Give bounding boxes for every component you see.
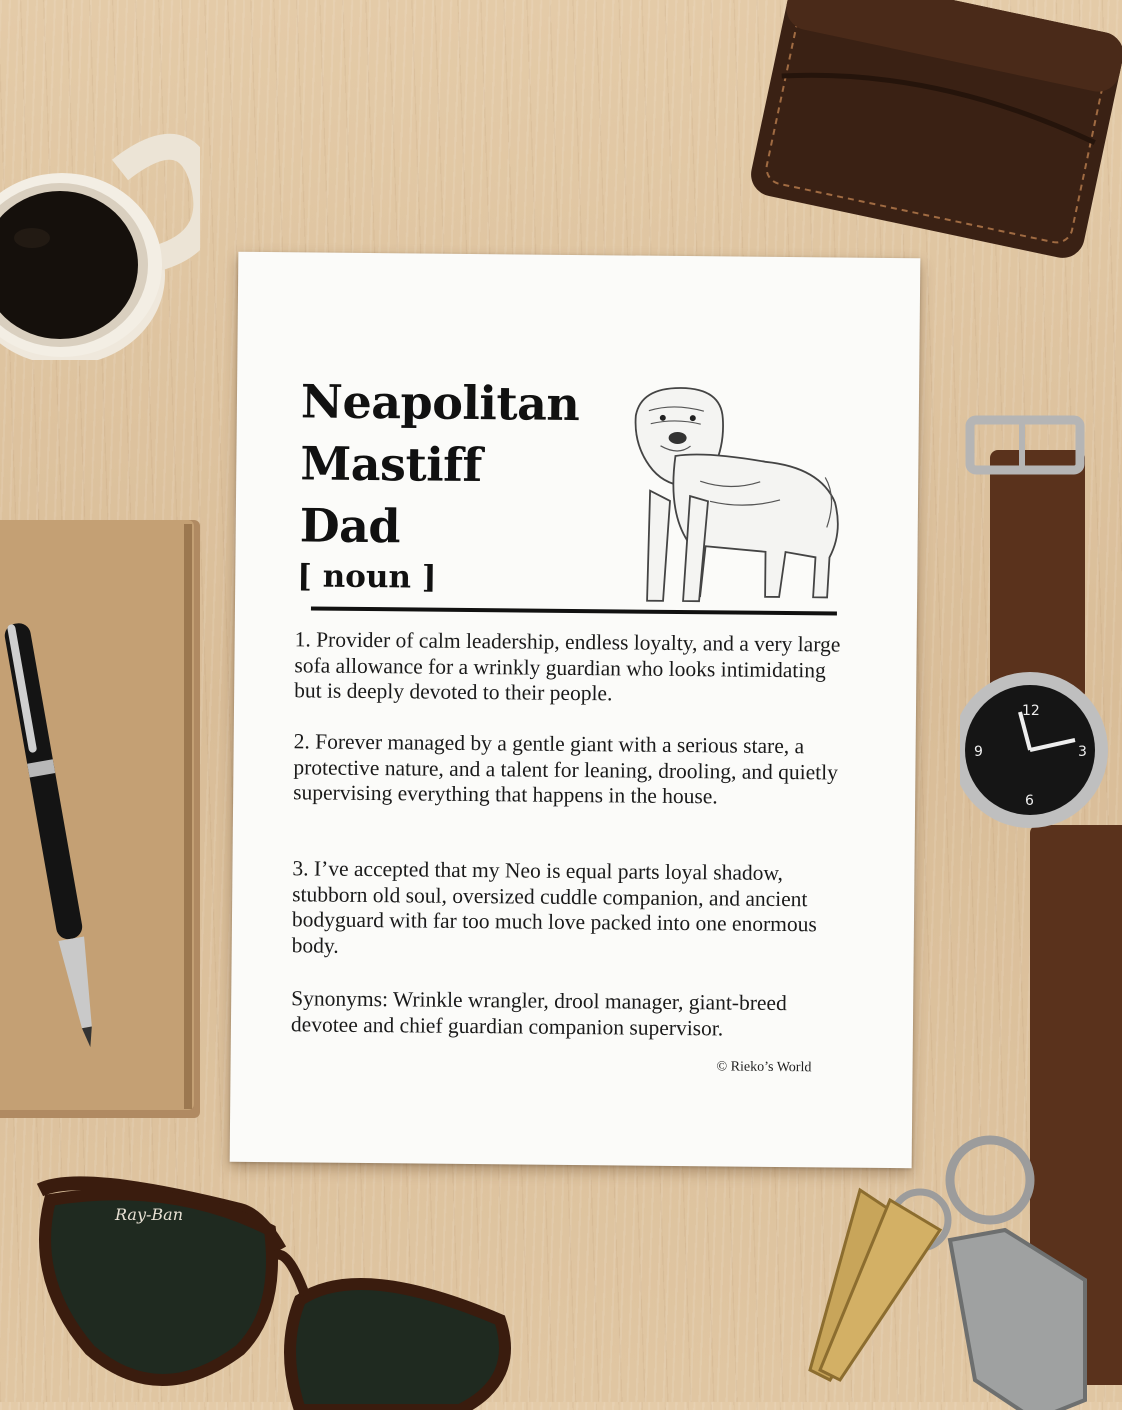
copyright: © Rieko’s World <box>716 1059 812 1076</box>
definition-1: 1. Provider of calm leadership, endless loyalty, and a very large sofa allowance for a wrinkly guardian who looks intimidating but is deeply devoted to their people. <box>294 627 841 706</box>
svg-text:12: 12 <box>1022 703 1040 719</box>
svg-text:9: 9 <box>974 744 983 760</box>
pen-icon <box>0 610 110 1060</box>
title-line-1: Neapolitan <box>300 374 580 432</box>
sunglasses-brand: Ray-Ban <box>115 1205 183 1224</box>
svg-text:3: 3 <box>1078 744 1087 760</box>
svg-text:6: 6 <box>1025 793 1034 809</box>
sunglasses-icon <box>20 1160 520 1410</box>
print-title <box>299 370 641 559</box>
title-line-3: Dad <box>299 498 401 554</box>
title-line-2: Mastiff <box>300 436 483 493</box>
definition-print <box>230 252 921 1169</box>
coffee-mug-icon <box>0 60 200 360</box>
definition-3: 3. I’ve accepted that my Neo is equal parts loyal shadow, stubborn old soul, oversized cuddle companion, and ancient bodyguard with far too much love packed into one enormous body. <box>291 856 817 958</box>
synonyms: Synonyms: Wrinkle wrangler, drool manager, giant-breed devotee and chief guardian companion supervisor. <box>290 986 787 1040</box>
part-of-speech: [ noun ] <box>297 558 437 596</box>
wallet-icon <box>745 0 1122 290</box>
mastiff-dog-icon <box>619 385 841 613</box>
keyring-icon <box>760 1130 1120 1410</box>
definition-2: 2. Forever managed by a gentle giant with a serious stare, a protective nature, and a talent for leaning, drooling, and quietly supervising everything that happens in the house. <box>293 729 839 809</box>
